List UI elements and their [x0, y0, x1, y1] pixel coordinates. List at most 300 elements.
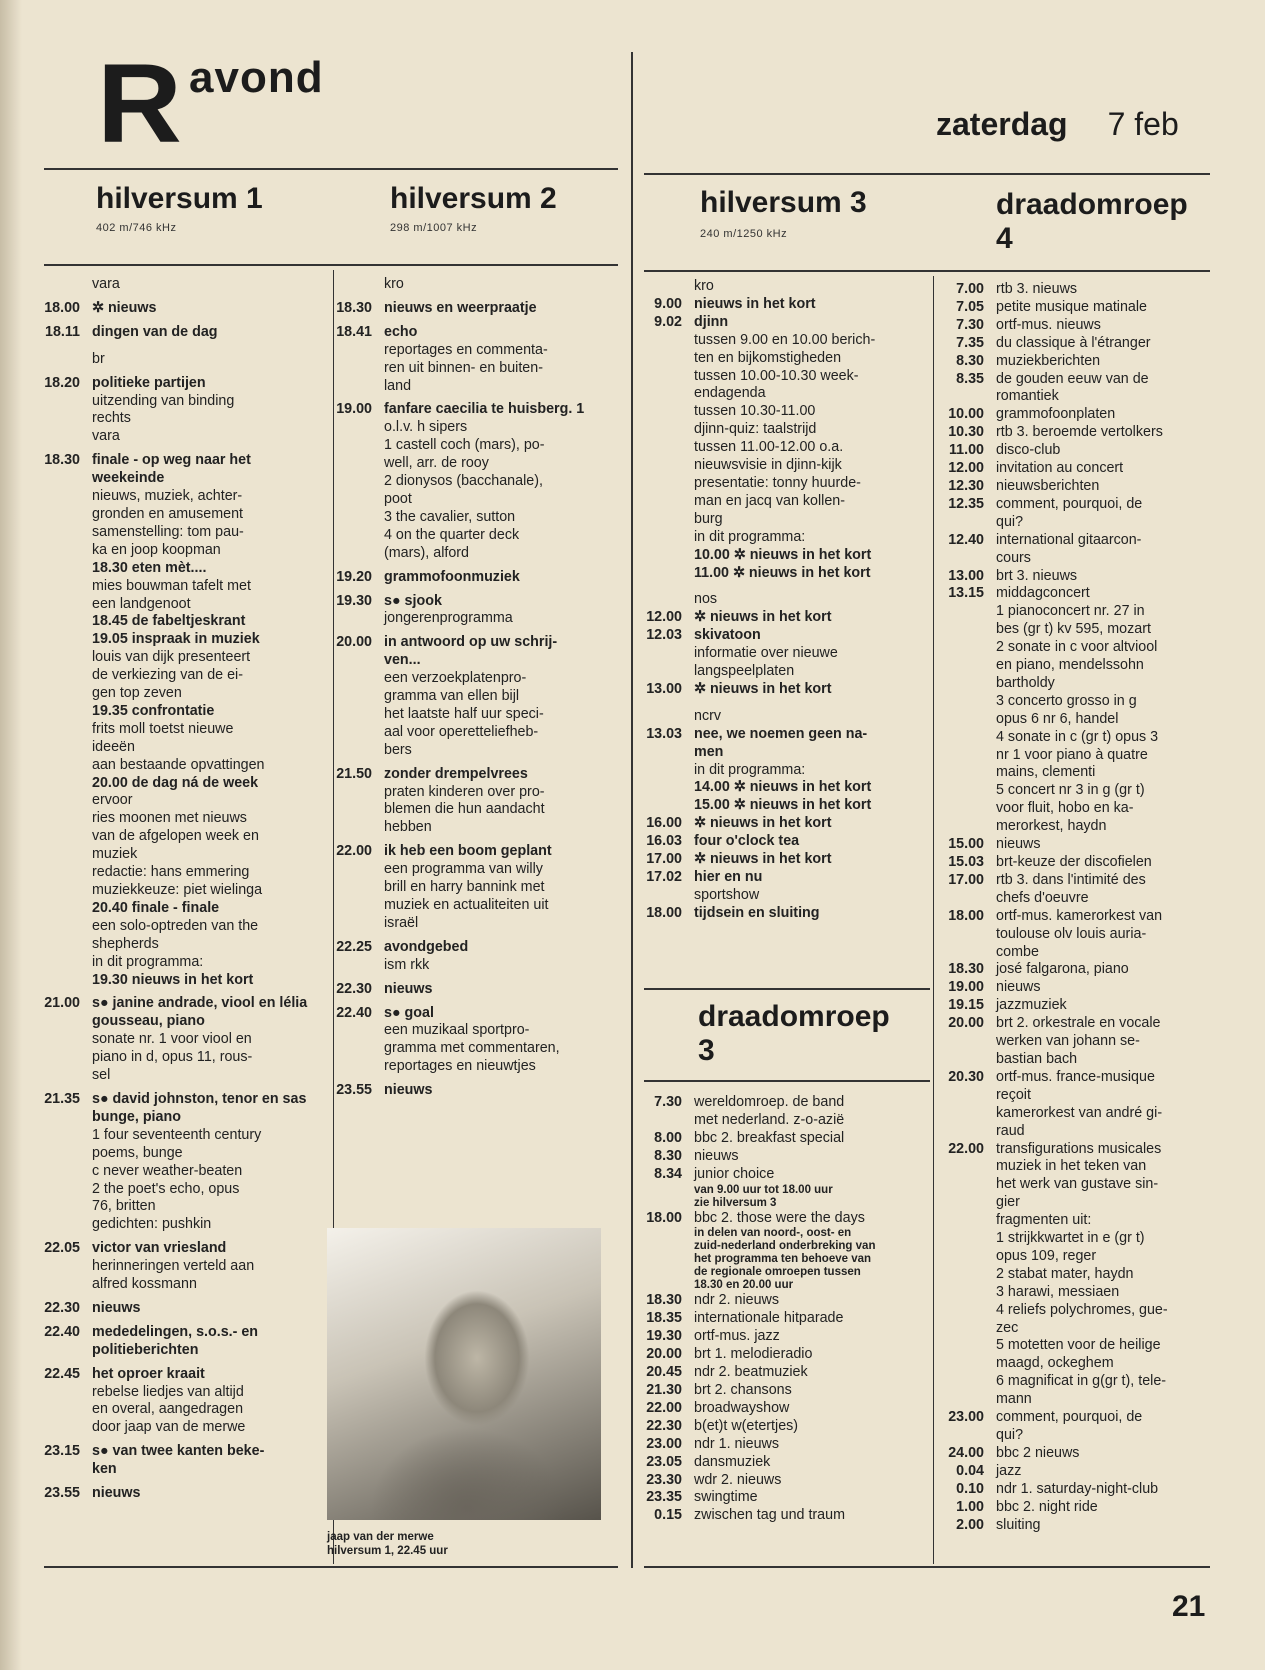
- entry-text: [372, 1005, 612, 1077]
- entry-time: 22.30: [336, 980, 372, 997]
- schedule-hilversum-1: [38, 276, 320, 1503]
- entry-text: [80, 375, 320, 429]
- schedule-entry: [932, 979, 1214, 997]
- entry-description: praten kinderen over pro- blemen die hun aandacht hebben: [384, 783, 545, 836]
- entry-description: rebelse liedjes van altijd en overal, aangedragen door jaap van de merwe: [92, 1383, 246, 1436]
- entry-time: [38, 703, 80, 775]
- entry-title: br: [92, 350, 105, 367]
- entry-time: 18.30: [646, 1292, 682, 1309]
- entry-title: dingen van de dag: [92, 323, 218, 340]
- entry-time: 18.30: [44, 452, 80, 469]
- entry-time: [38, 613, 80, 631]
- entry-text: [682, 1094, 928, 1130]
- entry-title: s● van twee kanten beke- ken: [92, 1443, 265, 1478]
- entry-text: [682, 1148, 928, 1166]
- entry-title: jazz: [996, 1462, 1022, 1479]
- entry-title: grammofoonplaten: [996, 406, 1116, 423]
- schedule-entry: [38, 560, 320, 614]
- entry-text: [682, 1166, 928, 1184]
- entry-time: [38, 351, 80, 369]
- entry-title: s● goal: [384, 1004, 434, 1021]
- entry-text: [682, 851, 928, 869]
- schedule-entry: [38, 775, 320, 900]
- schedule-entry: [330, 401, 612, 562]
- entry-text: [682, 1227, 928, 1292]
- entry-time: 7.05: [956, 298, 984, 315]
- entry-time: 23.55: [44, 1485, 80, 1502]
- schedule-entry: [640, 547, 928, 565]
- entry-title: 18.45 de fabeltjeskrant: [92, 613, 246, 630]
- schedule-entry: [932, 424, 1214, 442]
- center-divider: [631, 52, 633, 1568]
- entry-text: [682, 1418, 928, 1436]
- entry-description: louis van dijk presenteert de verkiezing van de ei- gen top zeven: [92, 649, 251, 702]
- entry-text: [372, 569, 612, 587]
- entry-time: 15.00: [948, 836, 984, 853]
- entry-title: brt 1. melodieradio: [694, 1346, 813, 1363]
- day-label: zaterdag: [936, 106, 1068, 142]
- entry-title: middagconcert 1 pianoconcert nr. 27 in bes (gr t) kv 595, mozart 2 sonate in c voor altviool en piano, mendelssohn bartholdy 3 concerto grosso in g opus 6 nr 6, handel 4 sonate in c (gr t) opus 3 nr 1 voor piano à quatre mains, clementi 5 concert nr 3 in g (gr t) voor fluit, hobo en ka- merorkest, haydn: [996, 585, 1159, 835]
- schedule-entry: [640, 869, 928, 905]
- schedule-hilversum-2: [330, 276, 612, 1100]
- entry-text: [984, 353, 1214, 371]
- entry-time: 18.30: [336, 299, 372, 316]
- entry-time: 17.02: [646, 869, 682, 885]
- entry-title: petite musique matinale: [996, 298, 1147, 315]
- schedule-entry: [330, 981, 612, 999]
- schedule-entry: [330, 569, 612, 587]
- entry-time: [640, 565, 682, 583]
- entry-title: kro: [694, 278, 714, 294]
- entry-time: 22.40: [44, 1323, 80, 1340]
- entry-title: nieuwsberichten: [996, 477, 1100, 494]
- entry-title: comment, pourquoi, de qui?: [996, 1409, 1143, 1443]
- schedule-entry: [640, 591, 928, 609]
- station-title-draadomroep-4: draadomroep 4: [996, 188, 1188, 255]
- entry-time: 22.00: [948, 1140, 984, 1157]
- entry-title: grammofoonmuziek: [384, 568, 520, 585]
- entry-time: 18.00: [44, 299, 80, 316]
- entry-title: victor van vriesland: [92, 1240, 227, 1257]
- schedule-entry: [932, 854, 1214, 872]
- entry-title: 20.40 finale - finale: [92, 899, 220, 916]
- entry-text: [984, 532, 1214, 568]
- entry-text: [682, 779, 928, 797]
- entry-time: 0.04: [956, 1462, 984, 1479]
- schedule-entry: [640, 1130, 928, 1148]
- entry-text: [372, 1082, 612, 1100]
- entry-time: 18.00: [646, 1209, 682, 1226]
- entry-title: wdr 2. nieuws: [694, 1471, 782, 1488]
- entry-title: het oproer kraait: [92, 1365, 205, 1382]
- entry-text: [80, 1300, 320, 1318]
- schedule-entry: [330, 593, 612, 629]
- entry-time: 12.00: [948, 460, 984, 477]
- rule-bottom-right: [644, 1566, 1210, 1568]
- schedule-entry: [932, 1069, 1214, 1141]
- entry-title: s● janine andrade, viool en lélia gousseau, piano: [92, 995, 308, 1030]
- entry-time: 7.35: [956, 334, 984, 351]
- entry-description: een programma van willy brill en harry bannink met muziek en actualiteiten uit israël: [384, 861, 549, 931]
- entry-title: kro: [384, 276, 404, 292]
- entry-time: 22.45: [44, 1365, 80, 1382]
- entry-title: ik heb een boom geplant: [384, 843, 552, 860]
- entry-time: 23.55: [336, 1082, 372, 1099]
- entry-time: [640, 278, 682, 296]
- entry-description: uitzending van binding rechts: [92, 392, 235, 427]
- entry-text: [682, 1400, 928, 1418]
- schedule-entry: [640, 1436, 928, 1454]
- entry-time: 13.00: [646, 680, 682, 697]
- entry-title: nieuws: [384, 1082, 433, 1099]
- entry-text: [682, 1489, 928, 1507]
- entry-title: 18.30 eten mèt....: [92, 559, 207, 576]
- entry-time: 8.34: [654, 1165, 682, 1182]
- schedule-entry: [932, 442, 1214, 460]
- entry-title: zonder drempelvrees: [384, 765, 528, 782]
- entry-text: [984, 997, 1214, 1015]
- entry-title: bbc 2 nieuws: [996, 1444, 1080, 1461]
- entry-title: 11.00 ✲ nieuws in het kort: [694, 564, 871, 581]
- entry-time: 10.00: [948, 406, 984, 423]
- entry-text: [372, 843, 612, 933]
- entry-time: 7.30: [956, 316, 984, 333]
- schedule-entry: [932, 1481, 1214, 1499]
- schedule-entry: [640, 1507, 928, 1525]
- entry-time: 19.00: [948, 979, 984, 996]
- entry-time: 18.41: [336, 323, 372, 340]
- entry-time: 23.00: [646, 1435, 682, 1452]
- station-title-hilversum-3: hilversum 3: [700, 186, 867, 219]
- entry-text: [372, 401, 612, 562]
- entry-time: 2.00: [956, 1516, 984, 1533]
- station-freq-hilversum-1: 402 m/746 kHz: [96, 222, 177, 234]
- entry-title: ortf-mus. kamerorkest van toulouse olv louis auria- combe: [996, 907, 1163, 960]
- rule-d3-bottom: [644, 1080, 930, 1082]
- entry-text: [682, 1436, 928, 1454]
- entry-time: [640, 1227, 682, 1292]
- entry-text: [682, 547, 928, 565]
- entry-time: 20.30: [948, 1068, 984, 1085]
- schedule-entry: [38, 972, 320, 990]
- schedule-entry: [640, 1454, 928, 1472]
- schedule-entry: [330, 1005, 612, 1077]
- entry-time: 21.30: [646, 1381, 682, 1398]
- entry-text: [682, 833, 928, 851]
- entry-text: [984, 979, 1214, 997]
- entry-description: sportshow: [694, 886, 760, 903]
- entry-time: 12.03: [646, 627, 682, 644]
- entry-time: 22.25: [336, 938, 372, 955]
- logo-word: avond: [189, 53, 324, 102]
- entry-text: [80, 972, 320, 990]
- entry-time: 19.15: [948, 997, 984, 1014]
- entry-title: avondgebed: [384, 938, 469, 955]
- schedule-entry: [640, 1210, 928, 1228]
- entry-text: [80, 613, 320, 631]
- entry-title: ortf-mus. france-musique reçoit kamerorkest van andré gi- raud: [996, 1068, 1163, 1139]
- entry-title: ✲ nieuws in het kort: [694, 680, 832, 697]
- schedule-entry: [330, 276, 612, 294]
- schedule-entry: [640, 779, 928, 797]
- entry-title: nieuws: [92, 1299, 141, 1316]
- entry-title: muziekberichten: [996, 352, 1101, 369]
- entry-time: 13.03: [646, 725, 682, 742]
- schedule-draadomroep-3: [640, 1094, 928, 1525]
- entry-text: [682, 1184, 928, 1210]
- schedule-entry: [330, 634, 612, 759]
- schedule-entry: [38, 428, 320, 446]
- entry-text: [984, 1409, 1214, 1445]
- entry-text: [80, 1443, 320, 1479]
- entry-text: [682, 726, 928, 780]
- entry-text: [682, 1310, 928, 1328]
- entry-title: brt 2. chansons: [694, 1381, 792, 1398]
- schedule-entry: [640, 1328, 928, 1346]
- entry-text: [984, 478, 1214, 496]
- schedule-entry: [932, 1517, 1214, 1535]
- schedule-entry: [932, 335, 1214, 353]
- entry-time: 10.30: [948, 424, 984, 441]
- entry-text: [984, 496, 1214, 532]
- rule-header-left: [44, 264, 618, 266]
- schedule-entry: [330, 939, 612, 975]
- entry-time: 18.20: [44, 374, 80, 391]
- entry-text: [984, 299, 1214, 317]
- entry-time: 20.00: [336, 634, 372, 651]
- entry-title: 20.00 de dag ná de week: [92, 774, 259, 791]
- entry-title: nieuws: [92, 1485, 141, 1502]
- schedule-entry: [932, 281, 1214, 299]
- entry-title: ✲ nieuws in het kort: [694, 851, 832, 868]
- entry-title: echo: [384, 323, 418, 340]
- entry-title: rtb 3. beroemde vertolkers: [996, 424, 1163, 441]
- entry-time: 23.35: [646, 1489, 682, 1506]
- station-freq-hilversum-2: 298 m/1007 kHz: [390, 222, 478, 234]
- schedule-entry: [640, 1489, 928, 1507]
- entry-title: josé falgarona, piano: [996, 961, 1129, 978]
- schedule-entry: [640, 681, 928, 699]
- entry-title: nos: [694, 591, 718, 608]
- entry-text: [682, 314, 928, 547]
- entry-title: in delen van noord-, oost- en zuid-nederland onderbreking van het programma ten behoeve van de regionale omroepen tussen 18.30 en 20.00 uur: [694, 1227, 876, 1292]
- entry-time: 18.30: [948, 961, 984, 978]
- entry-text: [984, 442, 1214, 460]
- entry-text: [372, 766, 612, 838]
- entry-text: [984, 1141, 1214, 1410]
- entry-title: du classique à l'étranger: [996, 334, 1151, 351]
- entry-title: invitation au concert: [996, 460, 1124, 477]
- entry-time: 22.40: [336, 1004, 372, 1021]
- entry-title: nieuws: [384, 980, 433, 997]
- entry-description: mies bouwman tafelt met een landgenoot: [92, 577, 251, 612]
- schedule-entry: [38, 1366, 320, 1438]
- entry-text: [80, 1485, 320, 1503]
- entry-text: [682, 296, 928, 314]
- schedule-entry: [932, 478, 1214, 496]
- entry-text: [984, 568, 1214, 586]
- entry-time: 13.15: [948, 585, 984, 602]
- entry-time: 1.00: [956, 1498, 984, 1515]
- entry-text: [80, 1324, 320, 1360]
- entry-text: [80, 324, 320, 342]
- schedule-entry: [640, 314, 928, 547]
- entry-description: jongerenprogramma: [384, 610, 513, 627]
- page-number: 21: [1172, 1590, 1206, 1623]
- schedule-entry: [38, 276, 320, 294]
- schedule-entry: [932, 1409, 1214, 1445]
- entry-time: [38, 631, 80, 703]
- schedule-entry: [38, 631, 320, 703]
- entry-time: [640, 547, 682, 565]
- schedule-entry: [640, 1310, 928, 1328]
- entry-title: s● david johnston, tenor en sas bunge, piano: [92, 1090, 307, 1125]
- entry-text: [80, 900, 320, 972]
- entry-time: 12.40: [948, 531, 984, 548]
- entry-text: [984, 371, 1214, 407]
- entry-time: 22.30: [646, 1417, 682, 1434]
- schedule-entry: [932, 299, 1214, 317]
- schedule-entry: [330, 766, 612, 838]
- schedule-entry: [38, 1485, 320, 1503]
- entry-title: four o'clock tea: [694, 833, 800, 850]
- entry-time: 9.00: [654, 295, 682, 312]
- entry-text: [984, 317, 1214, 335]
- schedule-entry: [38, 1300, 320, 1318]
- entry-title: ortf-mus. nieuws: [996, 316, 1101, 333]
- entry-title: rtb 3. nieuws: [996, 281, 1078, 297]
- entry-time: 8.30: [956, 352, 984, 369]
- schedule-entry: [932, 961, 1214, 979]
- entry-title: s● sjook: [384, 592, 442, 609]
- schedule-entry: [38, 452, 320, 559]
- entry-title: internationale hitparade: [694, 1310, 844, 1327]
- schedule-entry: [640, 851, 928, 869]
- entry-title: ndr 1. nieuws: [694, 1435, 780, 1452]
- entry-time: 0.10: [956, 1480, 984, 1497]
- entry-description: informatie over nieuwe langspeelplaten: [694, 645, 838, 680]
- schedule-entry: [640, 1148, 928, 1166]
- schedule-entry: [640, 905, 928, 923]
- entry-title: in antwoord op uw schrij- ven...: [384, 634, 558, 669]
- schedule-entry: [640, 627, 928, 681]
- entry-time: [38, 560, 80, 614]
- entry-time: 23.05: [646, 1453, 682, 1470]
- schedule-entry: [640, 1418, 928, 1436]
- schedule-entry: [38, 1443, 320, 1479]
- entry-time: 8.35: [956, 370, 984, 387]
- entry-text: [984, 1463, 1214, 1481]
- entry-title: mededelingen, s.o.s.- en politieberichten: [92, 1323, 259, 1358]
- schedule-entry: [932, 496, 1214, 532]
- entry-time: 17.00: [948, 871, 984, 888]
- entry-title: tijdsein en sluiting: [694, 904, 820, 921]
- entry-title: ✲ nieuws in het kort: [694, 815, 832, 832]
- entry-time: 13.00: [948, 567, 984, 584]
- schedule-entry: [38, 324, 320, 342]
- schedule-entry: [932, 1445, 1214, 1463]
- entry-text: [682, 1346, 928, 1364]
- entry-text: [682, 681, 928, 699]
- entry-text: [682, 905, 928, 923]
- entry-text: [984, 585, 1214, 836]
- schedule-entry: [932, 872, 1214, 908]
- entry-time: 20.00: [948, 1015, 984, 1032]
- entry-time: [38, 276, 80, 294]
- entry-text: [80, 775, 320, 900]
- entry-text: [984, 854, 1214, 872]
- entry-title: 19.35 confrontatie: [92, 702, 215, 719]
- schedule-entry: [932, 568, 1214, 586]
- schedule-entry: [932, 406, 1214, 424]
- entry-text: [682, 1382, 928, 1400]
- entry-text: [682, 1292, 928, 1310]
- entry-title: nieuws: [694, 1147, 739, 1164]
- entry-time: 17.00: [646, 851, 682, 868]
- spacer: [640, 699, 928, 708]
- schedule-entry: [330, 843, 612, 933]
- schedule-entry: [640, 833, 928, 851]
- entry-text: [984, 1499, 1214, 1517]
- rule-bottom-left: [44, 1566, 618, 1568]
- entry-description: een solo-optreden van the shepherds in dit programma:: [92, 917, 259, 970]
- entry-title: djinn: [694, 313, 729, 330]
- entry-time: 23.00: [948, 1409, 984, 1426]
- entry-text: [80, 703, 320, 775]
- schedule-entry: [640, 1166, 928, 1184]
- entry-title: rtb 3. dans l'intimité des chefs d'oeuvre: [996, 871, 1146, 906]
- schedule-entry: [38, 300, 320, 318]
- entry-title: broadwayshow: [694, 1399, 790, 1416]
- entry-text: [984, 961, 1214, 979]
- schedule-entry: [932, 353, 1214, 371]
- schedule-entry: [932, 1015, 1214, 1069]
- schedule-entry: [640, 1346, 928, 1364]
- entry-text: [682, 278, 928, 296]
- entry-text: [80, 1240, 320, 1294]
- entry-description: een verzoekplatenpro- gramma van ellen bijl het laatste half uur speci- aal voor operetteliefheb- bers: [384, 670, 544, 758]
- entry-time: 21.00: [44, 995, 80, 1012]
- entry-text: [372, 981, 612, 999]
- entry-time: [38, 900, 80, 972]
- entry-time: 18.35: [646, 1310, 682, 1327]
- schedule-entry: [932, 1463, 1214, 1481]
- schedule-entry: [330, 1082, 612, 1100]
- entry-text: [682, 708, 928, 726]
- schedule-entry: [640, 1184, 928, 1210]
- entry-text: [984, 1481, 1214, 1499]
- schedule-entry: [932, 585, 1214, 836]
- entry-text: [682, 797, 928, 815]
- schedule-entry: [640, 296, 928, 314]
- entry-title: 14.00 ✲ nieuws in het kort: [694, 779, 872, 796]
- entry-title: brt-keuze der discofielen: [996, 854, 1152, 870]
- schedule-entry: [932, 908, 1214, 962]
- entry-description: een muzikaal sportpro- gramma met commentaren, reportages en nieuwtjes: [384, 1022, 560, 1075]
- entry-text: [682, 869, 928, 905]
- entry-text: [682, 591, 928, 609]
- entry-time: 8.30: [654, 1147, 682, 1164]
- entry-time: 16.03: [646, 833, 682, 850]
- entry-text: [984, 1015, 1214, 1069]
- entry-time: 7.00: [956, 281, 984, 297]
- entry-title: ncrv: [694, 707, 722, 724]
- entry-text: [80, 300, 320, 318]
- entry-text: [984, 424, 1214, 442]
- photo-caption: jaap van der merwe hilversum 1, 22.45 uur: [327, 1531, 448, 1557]
- entry-title: nieuws: [996, 836, 1041, 853]
- station-title-hilversum-2: hilversum 2: [390, 182, 557, 215]
